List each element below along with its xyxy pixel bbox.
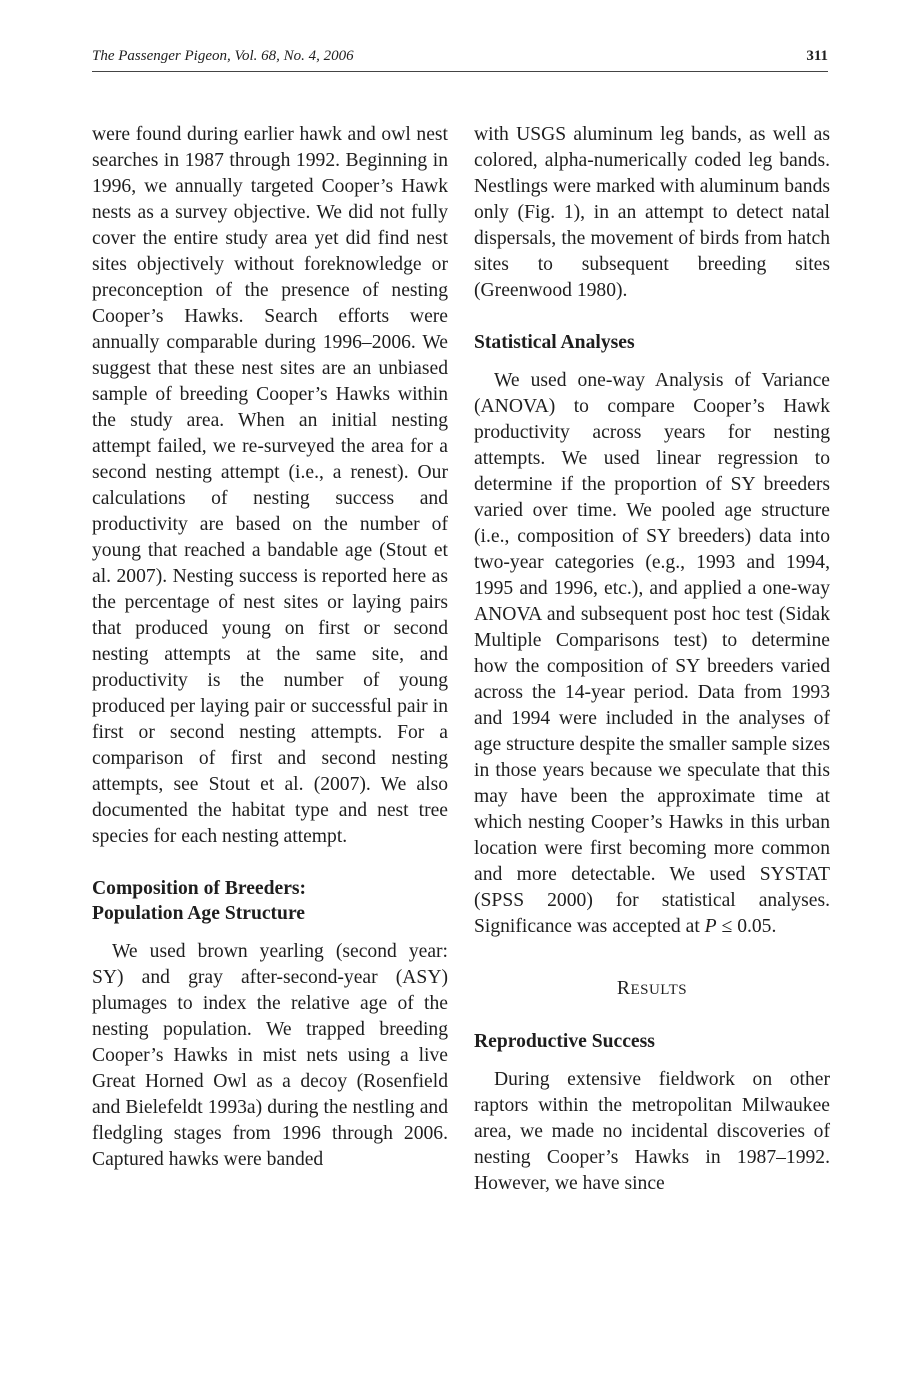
heading-age-structure: Population Age Structure bbox=[92, 903, 305, 924]
right-column bbox=[474, 122, 830, 1197]
running-head bbox=[92, 48, 828, 72]
results-rest: ESULTS bbox=[630, 982, 688, 998]
heading-reproductive-success: Reproductive Success bbox=[474, 1031, 655, 1052]
left-column bbox=[92, 122, 448, 1173]
paragraph-study-methods: were found during earlier hawk and owl nest searches in 1987 through 1992. Beginning in 1996, we annually targeted Cooper’s Hawk nests as a survey objective. We did not fully cover the entire study area yet did find nest sites objectively without foreknowledge or preconception of the presence of nesting Cooper’s Hawks. Search efforts were annually comparable during 1996–2006. We suggest that these nest sites are an unbiased sample of breeding Cooper’s Hawks within the study area. When an initial nesting attempt failed, we re-surveyed the area for a second nesting attempt (i.e., a renest). Our calculations of nesting success and productivity are based on the number of young that reached a bandable age (Stout et al. 2007). Nesting success is reported here as the percentage of nest sites or laying pairs that produced young on first or second nesting attempts at the same site, and productivity is the number of young produced per laying pair or successful pair in first or second nesting attempts. For a comparison of first and second nesting attempts, see Stout et al. (2007). We also documented the habitat type and nest tree species for each nesting attempt. bbox=[92, 124, 448, 847]
statistics-body: We used one-way Analysis of Variance (ANOVA) to compare Cooper’s Hawk productivity across years for nesting attempts. We used linear regression to determine if the proportion of SY breeders varied over time. We pooled age structure (i.e., composition of SY breeders) data into two-year categories (e.g., 1993 and 1994, 1995 and 1996, etc.), and applied a one-way ANOVA and subsequent post hoc test (Sidak Multiple Comparisons test) to determine how the composition of SY breeders varied across the 14-year period. Data from 1993 and 1994 were included in the analyses of age structure despite the smaller sample sizes in those years because we speculate that this may have been the approximate time at which nesting Cooper’s Hawks in this urban location were first becoming more common and more detectable. We used SYSTAT (SPSS 2000) for statistical analyses. bbox=[474, 370, 830, 911]
results-initial: R bbox=[616, 978, 631, 999]
paragraph-reproductive-success: During extensive fieldwork on other raptors within the metropolitan Milwaukee area, we made no incidental discoveries of nesting Cooper’s Hawks in 1987–1992. However, we have since bbox=[474, 1069, 830, 1194]
significance-value: ≤ 0.05. bbox=[716, 916, 777, 937]
heading-statistical-analyses: Statistical Analyses bbox=[474, 332, 635, 353]
paragraph-banding: with USGS aluminum leg bands, as well as colored, alpha-numerically coded leg bands. Nestlings were marked with aluminum bands only (Fig. 1), in an attempt to detect natal dispersals, the movement of birds from hatch sites to subsequent breeding sites (Greenwood 1980). bbox=[474, 124, 830, 301]
section-heading-results bbox=[474, 976, 830, 1003]
heading-composition: Composition of Breeders: bbox=[92, 878, 307, 899]
paragraph-age-structure: We used brown yearling (second year: SY) and gray after-second-year (ASY) plumages to index the relative age of the nesting population. We trapped breeding Cooper’s Hawks in mist nets using a live Great Horned Owl as a decoy (Rosenfield and Bielefeldt 1993a) during the nestling and fledgling stages from 1996 through 2006. Captured hawks were banded bbox=[92, 941, 448, 1170]
journal-citation: The Passenger Pigeon, Vol. 68, No. 4, 2006 bbox=[92, 48, 354, 64]
significance-prefix: Significance was accepted at bbox=[474, 916, 700, 937]
paragraph-statistics bbox=[474, 368, 830, 940]
significance-variable: P bbox=[704, 916, 717, 937]
page-number: 311 bbox=[806, 48, 828, 64]
